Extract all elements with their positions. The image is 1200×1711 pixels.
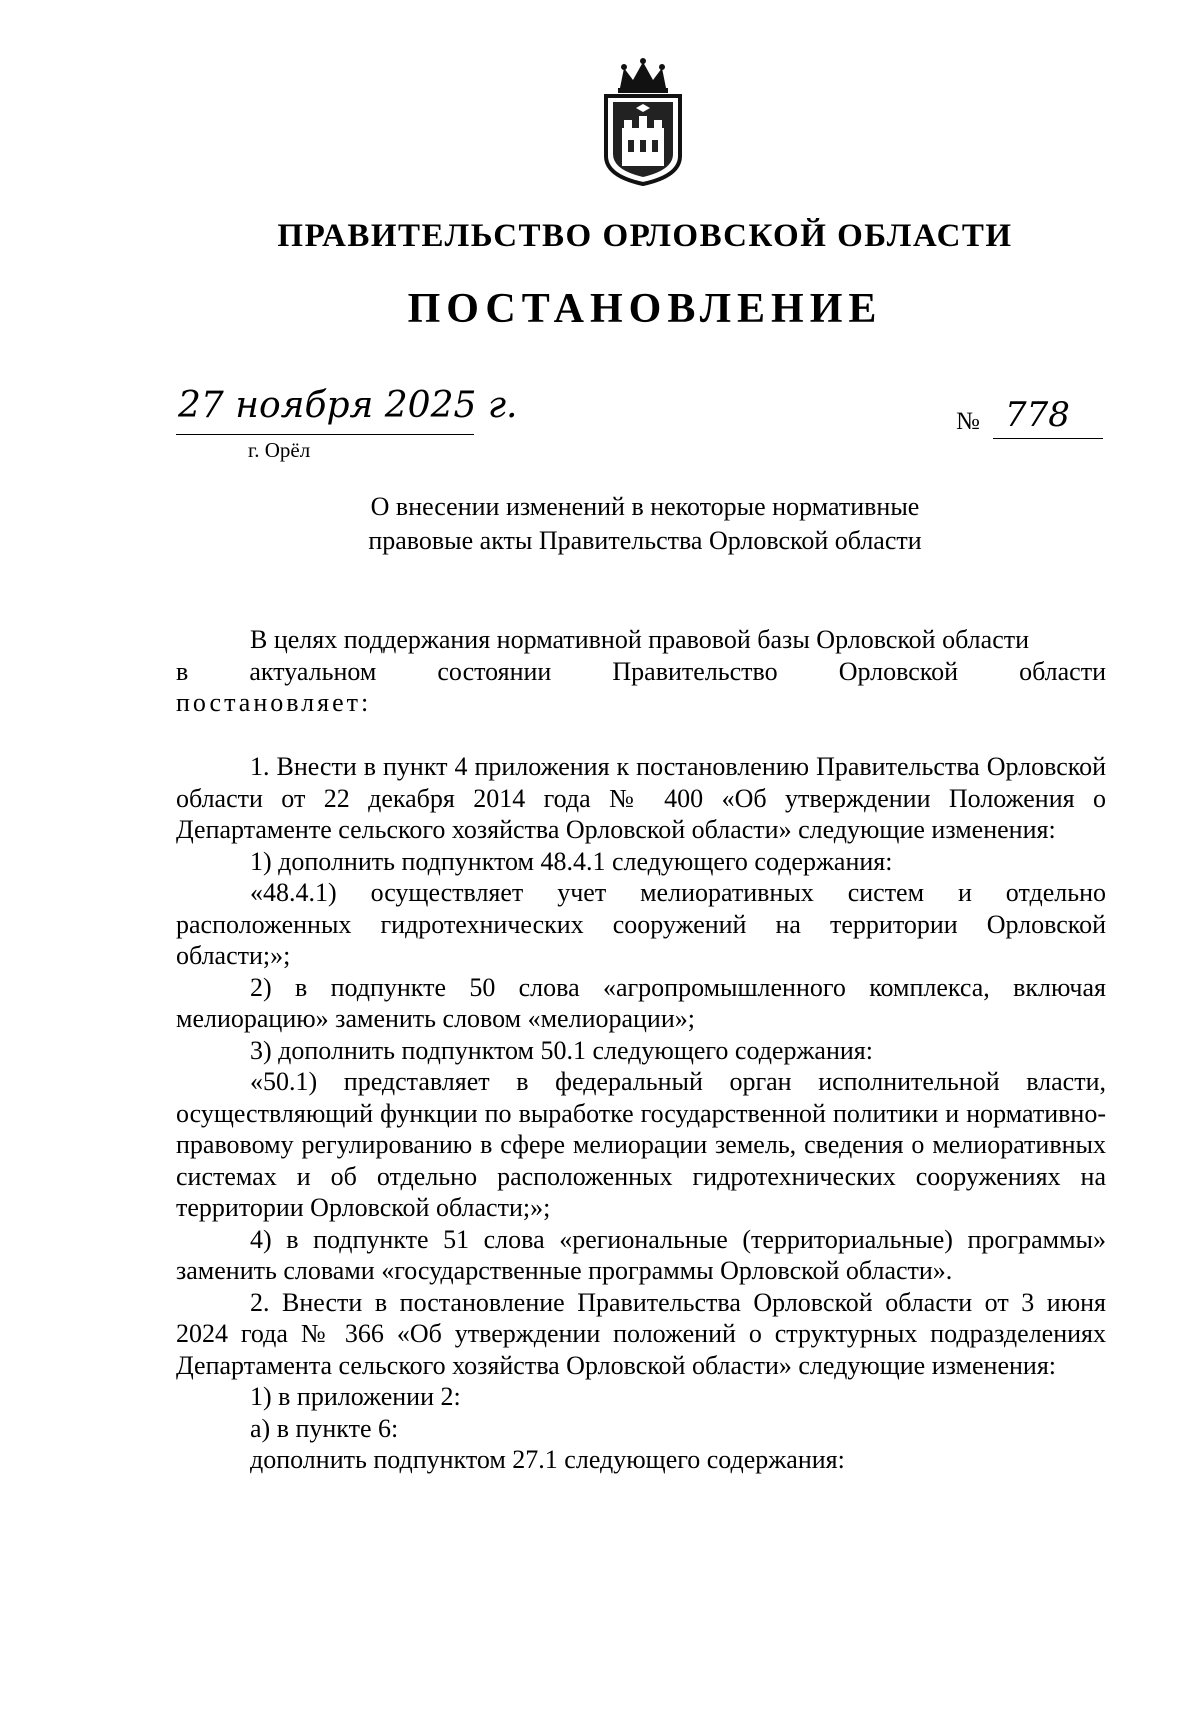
paragraph-1-3: 3) дополнить подпунктом 50.1 следующего содержания: [250,1035,873,1065]
preamble-line-1: В целях поддержания нормативной правовой базы Орловской области [250,625,1030,654]
number-label: № [956,408,980,435]
preamble-line-3: постановляет: [176,688,372,717]
document-subject [0,490,1200,558]
document-body [176,751,1106,1476]
city: г. Орёл [248,438,311,462]
handwritten-date: 27 ноября 2025 г. [178,385,518,426]
paragraph-1: 1. Внести в пункт 4 приложения к постановлению Правительства Орловской области от 22 декабря 2014 года № 400 «Об утверждении Положения о Департаменте сельского хозяйства Орловской области» следующие изменения: [176,752,1106,844]
paragraph-1-1: 1) дополнить подпунктом 48.4.1 следующего содержания: [250,846,893,876]
paragraph-1-4: 4) в подпункте 51 слова «региональные (территориальные) программы» заменить словами «государственные программы Орловской области». [176,1224,1106,1285]
organization-name: ПРАВИТЕЛЬСТВО ОРЛОВСКОЙ ОБЛАСТИ [277,218,1013,254]
subject-line-2: правовые акты Правительства Орловской области [368,526,922,555]
date-underline [176,434,474,435]
preamble-line-2: в актуальном состоянии Правительство Орловской области [176,656,1106,686]
document-type: ПОСТАНОВЛЕНИЕ [407,286,883,332]
paragraph-1-3-text: «50.1) представляет в федеральный орган исполнительной власти, осуществляющий функции по выработке государственной политики и нормативно-правовому регулированию в сфере мелиорации земель, сведения о мелиоративных системах и об отдельно расположенных гидротехнических сооружениях на территории Орловской области;»; [176,1067,1106,1222]
paragraph-1-2: 2) в подпункте 50 слова «агропромышленного комплекса, включая мелиорацию» заменить словом «мелиорации»; [176,972,1106,1033]
preamble [176,624,1106,719]
paragraph-2-1: 1) в приложении 2: [250,1382,461,1411]
handwritten-number: 778 [1005,395,1070,435]
paragraph-2-1-a-text: дополнить подпунктом 27.1 следующего содержания: [250,1445,845,1474]
subject-line-1: О внесении изменений в некоторые нормативные [370,492,920,521]
paragraph-2: 2. Внести в постановление Правительства Орловской области от 3 июня 2024 года № 366 «Об утверждении положений о структурных подразделениях Департамента сельского хозяйства Орловской области» следующие изменения: [176,1287,1106,1380]
number-underline [993,438,1103,439]
paragraph-1-1-text: «48.4.1) осуществляет учет мелиоративных систем и отдельно расположенных гидротехнических сооружений на территории Орловской области;»; [176,878,1106,970]
coat-of-arms-icon [598,58,688,186]
paragraph-2-1-a: а) в пункте 6: [250,1413,399,1443]
